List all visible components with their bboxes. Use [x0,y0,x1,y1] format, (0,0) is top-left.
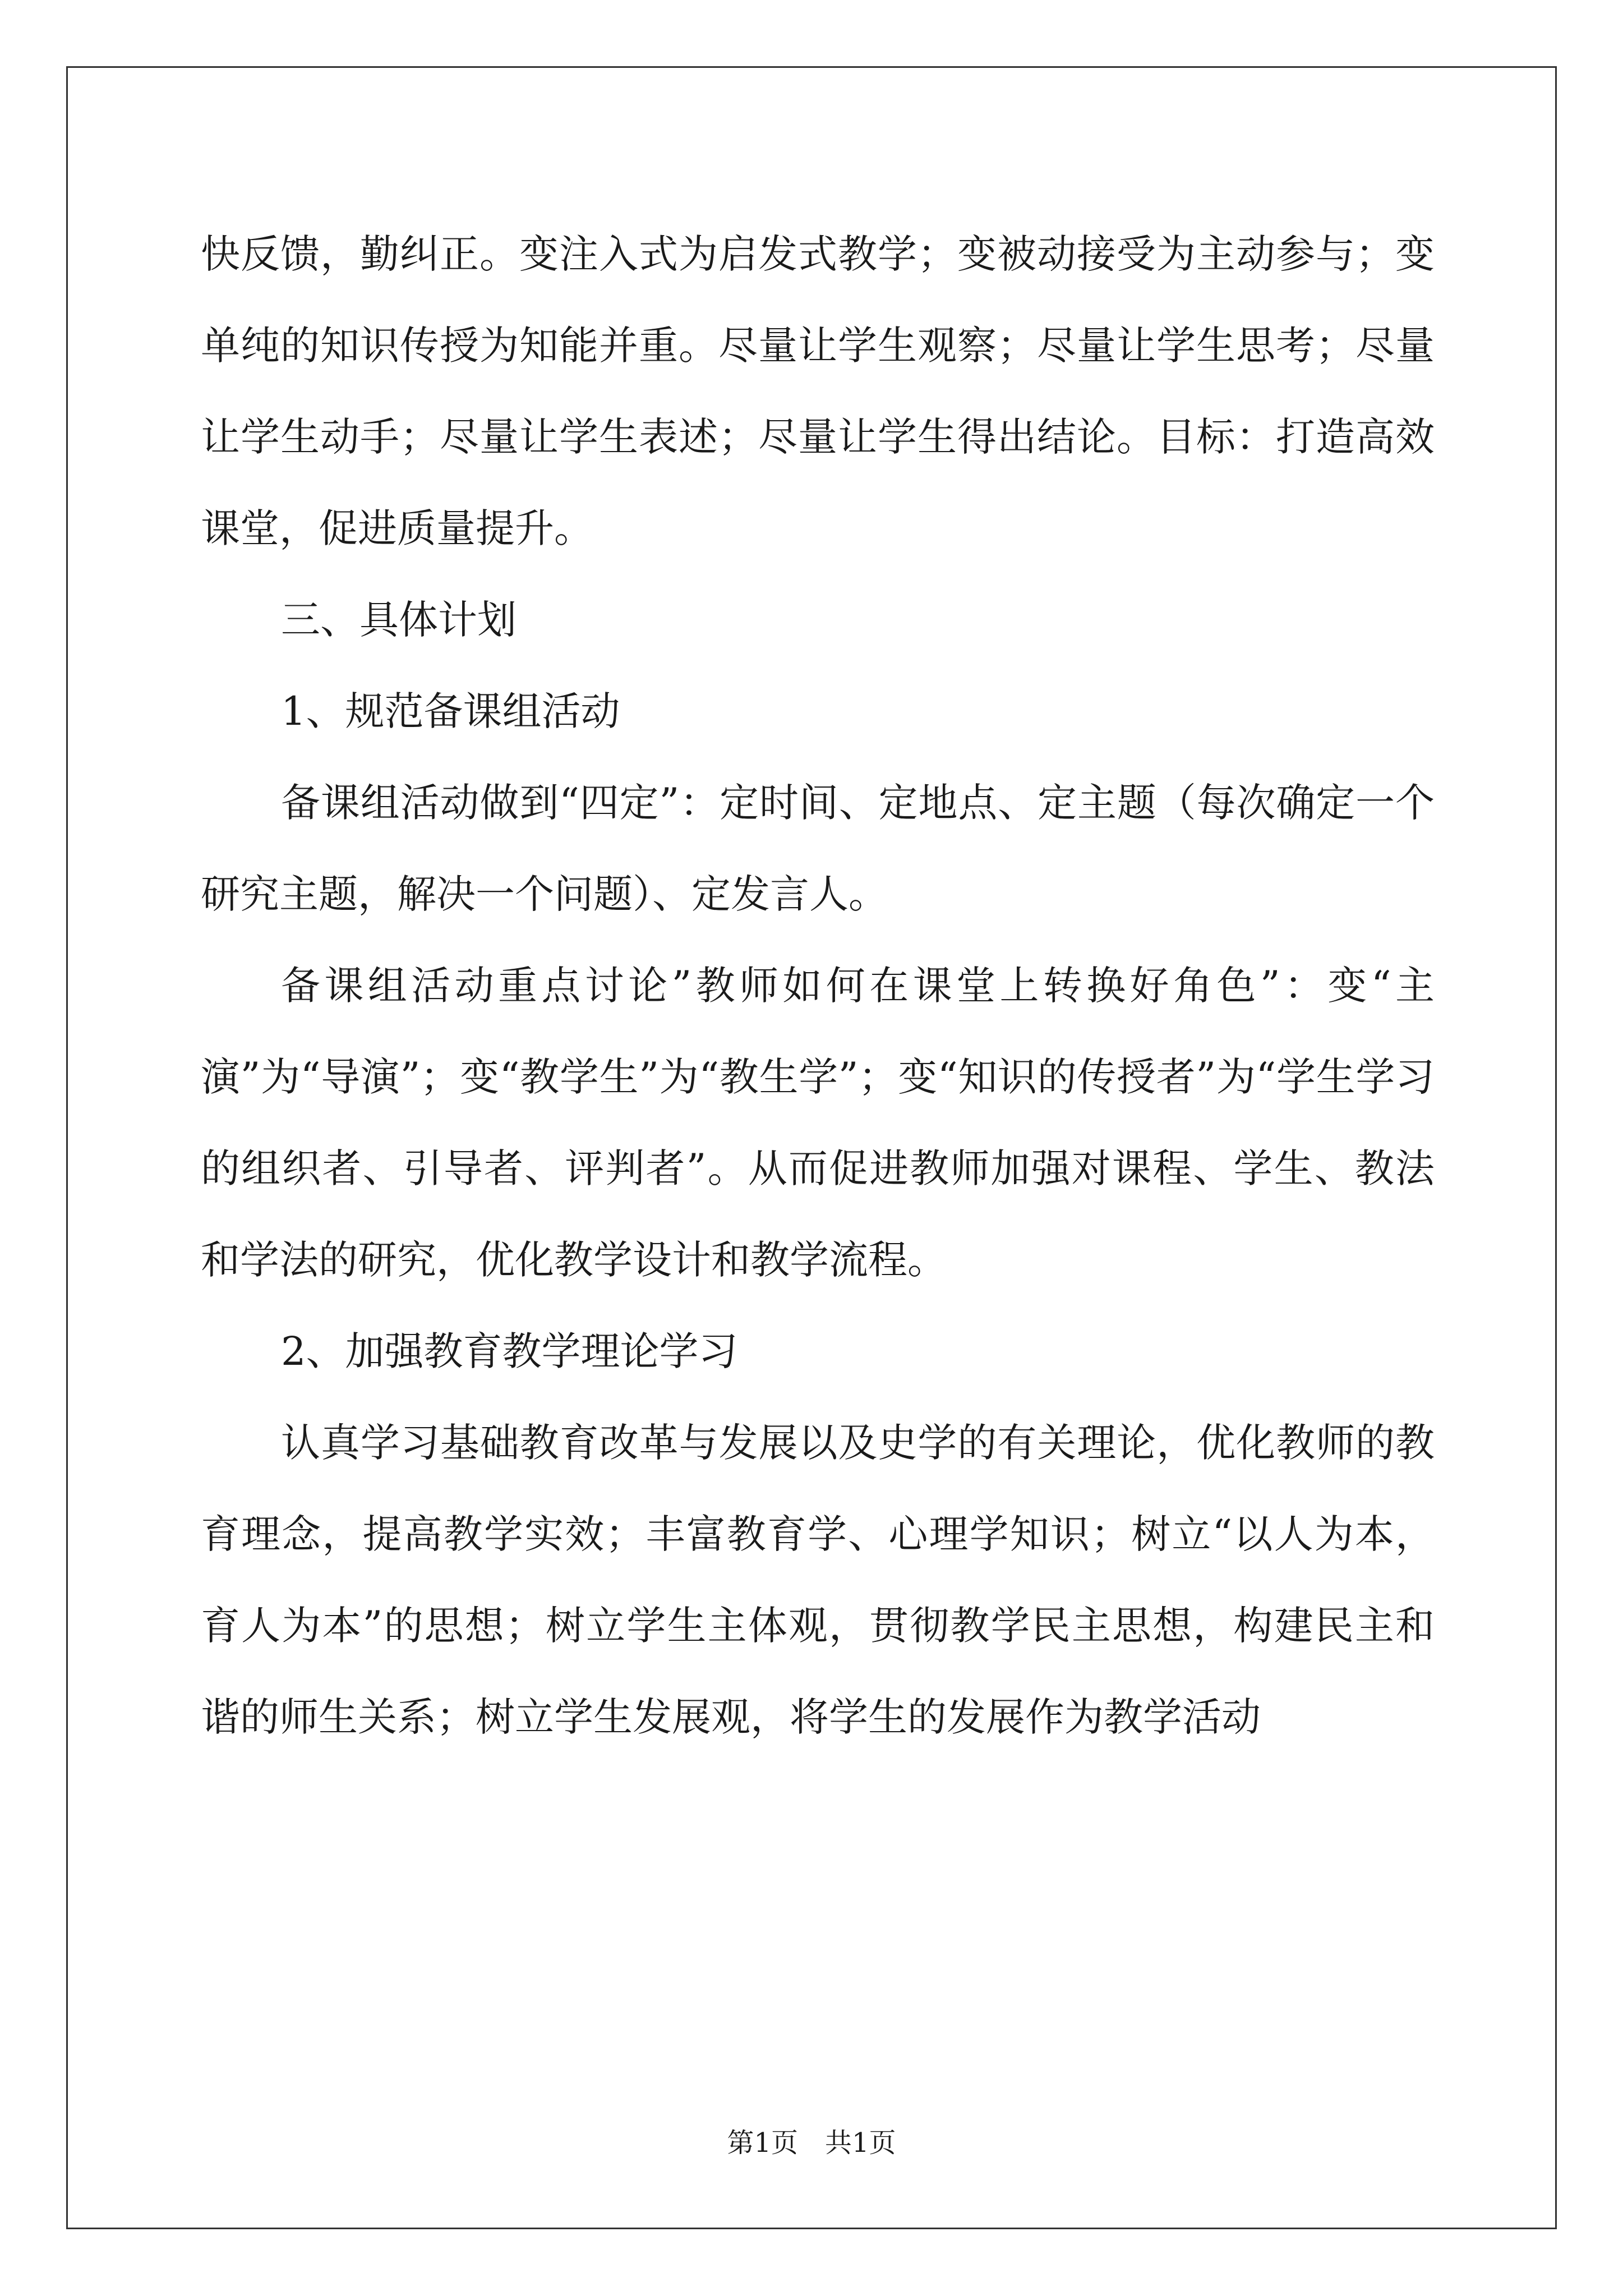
page-footer [0,2126,1623,2160]
document-body [201,209,1435,1763]
subheading-1: 1、规范备课组活动 [281,688,620,734]
paragraph-3: 备课组活动重点讨论”教师如何在课堂上转换好角色”：变“主演”为“导演”；变“教学生”为“教生学”；变“知识的传授者”为“学生学习的组织者、引导者、评判者”。从而促进教师加强对课程、学生、教法和学法的研究，优化教学设计和教学流程。 [201,963,1435,1283]
section-heading-3: 三、具体计划 [281,597,517,643]
paragraph-2: 备课组活动做到“四定”：定时间、定地点、定主题（每次确定一个研究主题，解决一个问题）、定发言人。 [201,780,1435,917]
subheading-2: 2、加强教育教学理论学习 [281,1328,738,1374]
paragraph-1: 快反馈，勤纠正。变注入式为启发式教学；变被动接受为主动参与；变单纯的知识传授为知能并重。尽量让学生观察；尽量让学生思考；尽量让学生动手；尽量让学生表述；尽量让学生得出结论。目标：打造高效课堂，促进质量提升。 [201,231,1435,551]
paragraph-4: 认真学习基础教育改革与发展以及史学的有关理论，优化教师的教育理念，提高教学实效；丰富教育学、心理学知识；树立“以人为本，育人为本”的思想；树立学生主体观，贯彻教学民主思想，构建民主和谐的师生关系；树立学生发展观，将学生的发展作为教学活动 [201,1420,1435,1740]
page-total: 共1页 [825,2127,896,2159]
page-number: 第1页 [727,2127,798,2159]
